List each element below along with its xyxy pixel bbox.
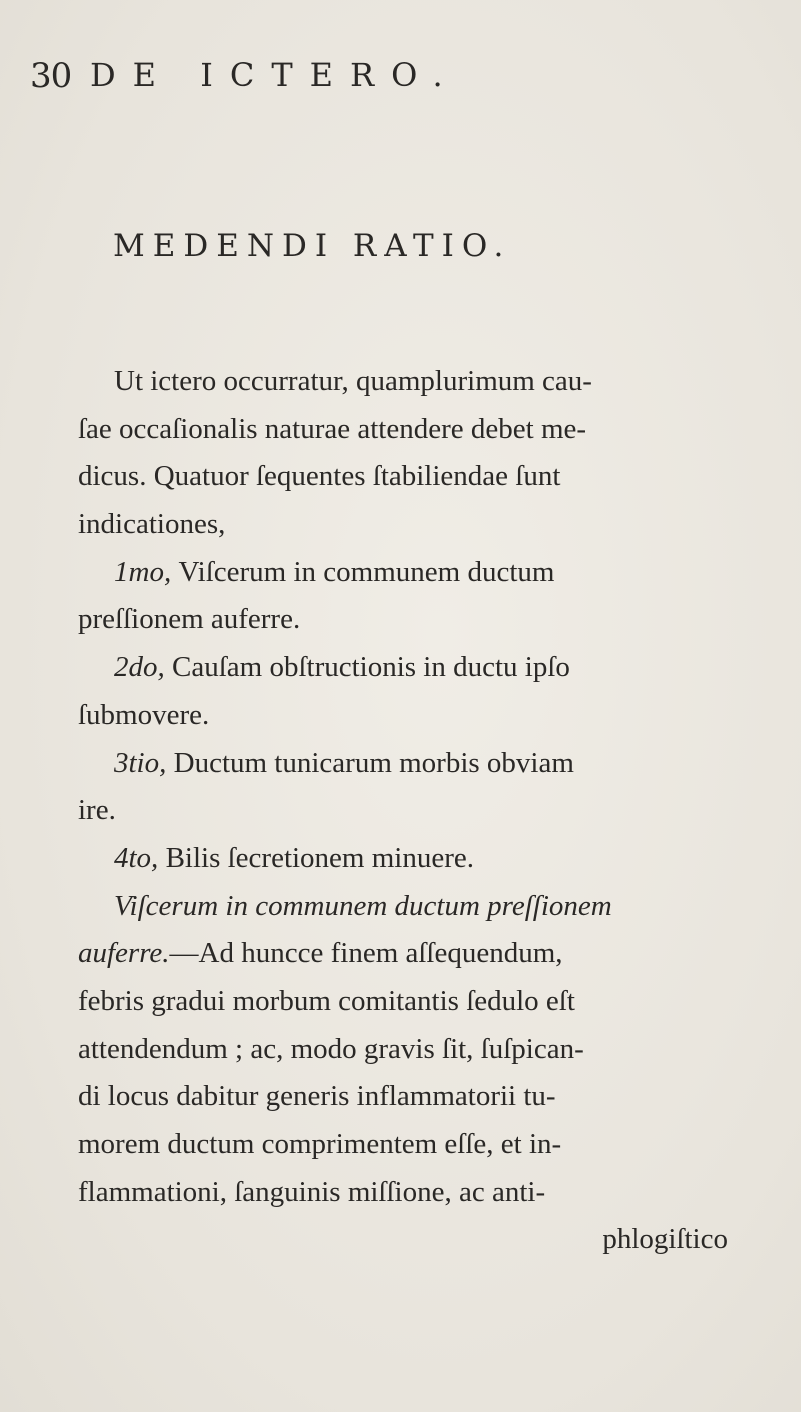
text-line bbox=[78, 1073, 728, 1121]
text-line bbox=[78, 406, 728, 454]
text-span: flammationi, ſanguinis miſſione, ac anti- bbox=[78, 1175, 546, 1208]
text-line bbox=[78, 1121, 728, 1169]
text-line bbox=[78, 930, 728, 978]
text-line bbox=[78, 787, 728, 835]
catchword-text: phlogiſtico bbox=[602, 1223, 728, 1256]
ordinal: 4to, bbox=[114, 841, 166, 874]
text-span: —Ad huncce finem aſſequendum, bbox=[169, 937, 563, 970]
text-line bbox=[78, 978, 728, 1026]
list-item bbox=[78, 549, 728, 597]
running-head bbox=[30, 56, 550, 96]
section-heading: MEDENDI RATIO. bbox=[113, 228, 512, 264]
text-span: Ductum tunicarum morbis obviam bbox=[173, 746, 574, 779]
italic-heading: auferre. bbox=[78, 937, 170, 970]
list-item bbox=[78, 835, 728, 883]
text-span: Bilis ſecretionem minuere. bbox=[165, 841, 474, 874]
text-line bbox=[78, 358, 728, 406]
text-line bbox=[78, 596, 728, 644]
text-line bbox=[78, 692, 728, 740]
text-span: preſſionem auferre. bbox=[78, 603, 301, 636]
text-line bbox=[78, 453, 728, 501]
text-line bbox=[78, 883, 728, 931]
text-span: ſubmovere. bbox=[78, 698, 210, 731]
text-span: Ut icterо occurratur, quamplurimum cau- bbox=[114, 365, 592, 397]
text-span: indicationes, bbox=[78, 508, 226, 541]
text-line bbox=[78, 1169, 728, 1217]
catchword bbox=[78, 1216, 728, 1264]
page-number: 30 bbox=[30, 56, 72, 96]
text-span: Viſcerum in communem ductum bbox=[178, 555, 555, 588]
text-span: ſae occaſionalis naturae attendere debet me- bbox=[78, 412, 587, 445]
text-span: morem ductum comprimentem eſſe, et in- bbox=[78, 1128, 562, 1160]
ordinal: 3tio, bbox=[114, 746, 174, 779]
ordinal: 1mo, bbox=[114, 555, 179, 588]
list-item bbox=[78, 644, 728, 692]
text-span: attendendum ; ac, modo gravis ſit, ſuſpican- bbox=[78, 1032, 584, 1065]
text-span: ire. bbox=[78, 794, 116, 827]
text-span: Cauſam obſtructionis in ductu ipſo bbox=[172, 651, 570, 684]
text-span: di locus dabitur generis inflammatorii tu- bbox=[78, 1080, 556, 1113]
text-span: dicus. Quatuor ſequentes ſtabiliendae ſunt bbox=[78, 460, 561, 493]
text-line bbox=[78, 1026, 728, 1074]
body-text bbox=[78, 358, 728, 1264]
list-item bbox=[78, 740, 728, 788]
italic-heading: Viſcerum in communem ductum preſſionem bbox=[114, 889, 612, 922]
running-title: DE ICTERO. bbox=[90, 56, 460, 94]
ordinal: 2do, bbox=[114, 651, 172, 684]
text-line bbox=[78, 501, 728, 549]
text-span: febris gradui morbum comitantis ſedulo eſt bbox=[78, 984, 575, 1017]
